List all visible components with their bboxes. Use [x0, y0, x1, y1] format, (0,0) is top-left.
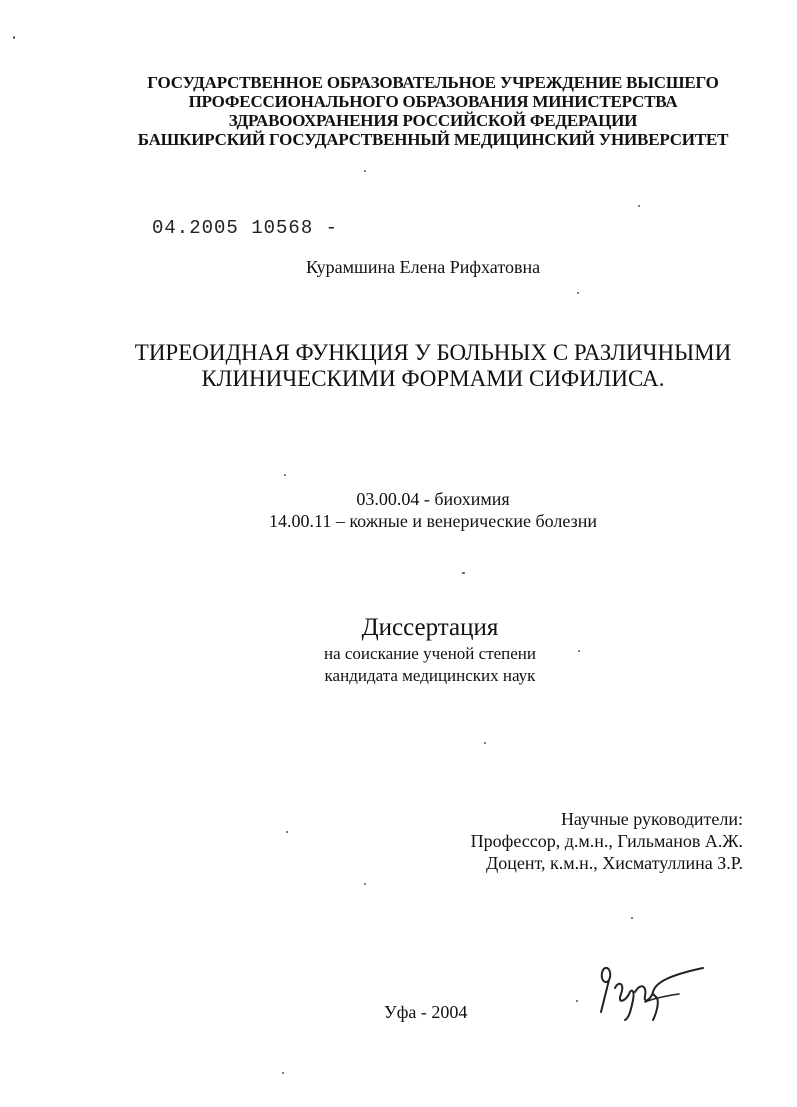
city-year: Уфа - 2004	[384, 1002, 468, 1022]
institution-line-3: ЗДРАВООХРАНЕНИЯ РОССИЙСКОЙ ФЕДЕРАЦИИ	[228, 111, 638, 130]
supervisor-1: Профессор, д.м.н., Гильманов А.Ж.	[470, 831, 743, 851]
institution-line-2: ПРОФЕССИОНАЛЬНОГО ОБРАЗОВАНИЯ МИНИСТЕРСТВА	[188, 92, 678, 111]
degree-line-1: на соискание ученой степени	[323, 644, 537, 663]
institution-header	[0, 73, 797, 149]
specialty-line-1: 03.00.04 - биохимия	[356, 489, 510, 509]
scan-speck	[13, 36, 15, 39]
scan-speck	[577, 292, 579, 294]
registration-number-stamp: 04.2005 10568 -	[152, 217, 339, 239]
institution-line-4: БАШКИРСКИЙ ГОСУДАРСТВЕННЫЙ МЕДИЦИНСКИЙ УНИВЕРСИТЕТ	[137, 130, 729, 149]
dissertation-title	[0, 340, 797, 392]
degree-line-2: кандидата медицинских наук	[324, 666, 536, 685]
handwritten-signature-icon	[595, 950, 710, 1025]
scan-speck	[282, 1072, 284, 1074]
supervisor-2: Доцент, к.м.н., Хисматуллина З.Р.	[485, 853, 743, 873]
title-line-1: ТИРЕОИДНАЯ ФУНКЦИЯ У БОЛЬНЫХ С РАЗЛИЧНЫМИ	[134, 340, 732, 365]
supervisors-block	[471, 808, 743, 874]
title-line-2: КЛИНИЧЕСКИМИ ФОРМАМИ СИФИЛИСА.	[201, 366, 665, 391]
institution-line-1: ГОСУДАРСТВЕННОЕ ОБРАЗОВАТЕЛЬНОЕ УЧРЕЖДЕНИЕ ВЫСШЕГО	[147, 73, 719, 92]
scan-speck	[578, 650, 580, 652]
scan-speck	[484, 742, 486, 744]
scan-speck	[576, 1000, 578, 1002]
scan-speck	[364, 170, 366, 172]
scan-speck	[286, 831, 288, 833]
scan-speck	[284, 474, 286, 476]
scan-speck	[638, 205, 640, 207]
dissertation-heading: Диссертация	[361, 614, 499, 641]
supervisors-heading: Научные руководители:	[560, 809, 743, 829]
degree-block	[0, 613, 797, 687]
author-name: Курамшина Елена Рифхатовна	[306, 257, 541, 277]
scan-speck	[364, 883, 366, 885]
scan-speck	[631, 917, 633, 919]
scan-speck	[462, 572, 465, 574]
specialty-codes	[0, 488, 797, 532]
specialty-line-2: 14.00.11 – кожные и венерические болезни	[269, 511, 597, 531]
